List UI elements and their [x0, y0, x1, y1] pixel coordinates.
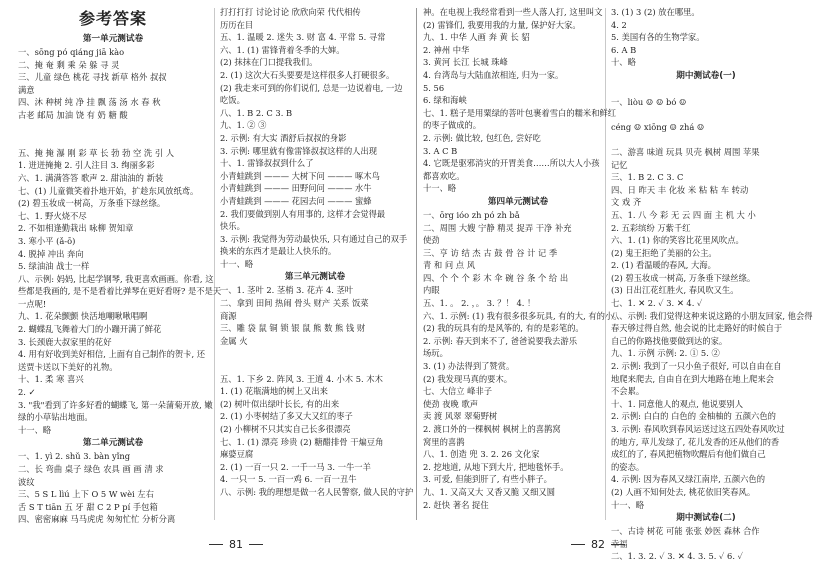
answer-line: 九、1. ② ③ — [220, 120, 267, 131]
answer-line: (2) 碧玉妆成一树高, 万条垂下绿丝绦。 — [611, 272, 756, 283]
answer-line: 金属 火 — [220, 335, 248, 346]
answer-line: 成红的了, 春风把植物吹醒后有他们做自己 — [611, 449, 766, 460]
answer-line: 2. 我们要做到别人有用事的, 这样才会觉得最 — [220, 208, 386, 219]
answer-line: 八、示例: 我们觉得这种来说这路的小朋友回家, 他会得 — [611, 310, 813, 321]
answer-line — [220, 360, 410, 373]
answer-line: 2. 不如相逢勤栽出 咏柳 贺知章 — [18, 223, 134, 234]
answer-line: 3. A C B — [423, 145, 458, 156]
answer-line: 自己的你路找他要做到达的家。 — [611, 335, 728, 346]
answer-line: 4. 示例: 因为春风又绿江南岸, 五颜六色的 — [611, 474, 766, 485]
answer-line: 四、个 个 个 彩 木 伞 碗 谷 条 个 给 出 — [423, 272, 569, 283]
answer-line: 快乐。 — [220, 221, 245, 232]
answer-line: 的姿态。 — [611, 461, 645, 472]
page-divider — [416, 8, 417, 520]
answer-line: 三、雕 袋 鼠 铜 锁 银 鼠 熊 数 熊 钱 财 — [220, 323, 366, 334]
answer-line: 2. (1) 小枣树结了多又大又红的枣子 — [220, 411, 353, 422]
answer-line: 五、1. 八 今 彩 无 云 四 面 主 机 大 小 — [611, 209, 756, 220]
answer-line — [611, 83, 801, 96]
page-number: 82 — [591, 537, 605, 551]
answer-line: 2. ✓ — [18, 387, 36, 398]
page-title: 参考答案 — [78, 9, 147, 28]
answer-line: 2. 五彩缤纷 万紫千红 — [611, 222, 691, 233]
answer-line: 送贾卡送以下美好的礼物。 — [18, 361, 118, 372]
answer-line: 4. 它既是驱邪消灾的开胃美食……所以大人小孩 — [423, 158, 600, 169]
answer-line: (2) 我发现马真的要木。 — [423, 373, 513, 384]
answer-line: 九、1. 花朵颤颤 快活地嘲啾啾唱啊 — [18, 311, 148, 322]
answer-line: 三、亨 访 结 杰 古 鼓 骨 谷 计 记 季 — [423, 247, 558, 258]
answer-line — [611, 133, 801, 146]
answer-line: 3. 寒小平 (ǎ-ō) — [18, 235, 76, 246]
answer-line: (2) 人画不知何处去, 桃花依旧笑春风。 — [611, 486, 756, 497]
answer-line: 二、拿到 田间 热闹 骨头 财产 关系 饭菜 — [220, 298, 369, 309]
answer-line: 2. 示例: 有大实 酒舒后叔叔的身影 — [220, 132, 347, 143]
answer-line: 3. 长颈鹿大叔家里的花好 — [18, 336, 112, 347]
answer-line: 神。在电视上我经常看到一些人落人打, 这里叫文 — [423, 7, 603, 17]
answer-line: 使劲 — [423, 235, 440, 246]
answer-line: 2. 示例: 我到了一只小鱼子很好, 可以自由在自 — [611, 361, 782, 372]
answer-line: (3) 日出江花红胜火, 春风吹又生。 — [611, 285, 739, 296]
section-heading: 期中测试卷(二) — [676, 513, 736, 524]
answer-line: (2) 我的玩具有的是风筝的, 有的是彩笔的。 — [423, 323, 584, 334]
answer-line: 4. 台湾岛与大陆血浓相连, 归为一家。 — [423, 69, 564, 80]
answer-line: 三、5 S L lìú 上下 O 5 W wèi 左右 — [18, 489, 154, 500]
answer-line: 十、1. 雷锋叔叔到什么了 — [220, 158, 314, 169]
answer-line: 一、liòu ☺ ☺ bó ☺ — [611, 96, 687, 107]
column-divider — [214, 8, 215, 520]
answer-line: 十、1. 柔 寒 喜兴 — [18, 374, 84, 385]
answer-line: 的枣子做成的。 — [423, 120, 482, 131]
answer-line: 幸福 — [611, 538, 628, 549]
answer-line: 六、1. (1) 你的笑容比花里风吹点。 — [611, 235, 744, 246]
answer-line: 七、1. 野火烧不尽 — [18, 210, 87, 221]
answer-line: (2) 鬼王拒绝了美丽的公主。 — [611, 247, 717, 258]
answer-line: 5. 绿油油 战士一样 — [18, 261, 90, 272]
answer-line: 2. (1) 看温暖的春风, 大海。 — [611, 260, 716, 271]
answer-line: 地爬来爬去, 自由自在到大地路在地上爬来会 — [611, 373, 774, 384]
answer-line: 文 戏 齐 — [611, 197, 642, 208]
answer-line: 二、掩 奄 剩 乘 朵 躲 寻 灵 — [18, 59, 120, 70]
answer-line: 四、日 昨天 丰 化妆 米 粘 粘 车 转动 — [611, 184, 749, 195]
answer-line: (2) 抹抹在门口提我我们。 — [220, 57, 318, 68]
answer-line: 吃饭。 — [220, 95, 245, 106]
answer-line: 八、示例: 妈妈, 比起学钢琴, 我更喜欢画画。你看, 这 — [18, 273, 214, 284]
answer-line: 2. 示例: 白白的 白色的 金柚柚的 五颜六色的 — [611, 411, 776, 422]
answer-line: 2. (1) 一百一只 2. 一千一马 3. 一牛一羊 — [220, 461, 371, 472]
answer-line: 二、1. 3. 2. ✓ 3. ✕ 4. 3. 5. ✓ 6. ✓ — [611, 551, 743, 562]
answer-line: 场玩。 — [423, 348, 448, 359]
answer-line: 九、1. 中华 人画 奔 黄 长 貂 — [423, 32, 530, 43]
answer-line: 2. 渡口外的一棵枫树 枫树上的喜鹊窝 — [423, 424, 561, 434]
answer-line: 2. 示例: 做比较, 包红色, 尝好吃 — [423, 132, 541, 143]
answer-line: 小青蛙跳到 ——— 田野问问 ——— 水牛 — [220, 183, 372, 194]
answer-column-2 — [220, 6, 414, 524]
answer-line: 二、游喜 味道 玩具 贝壳 枫树 周围 苹果 — [611, 146, 760, 157]
answer-line: (2) 雷锋们, 我要用我的力量, 保护好大家。 — [423, 19, 581, 30]
answer-line: 五、1. 。 2. ，。 3. ？！ 4. ！ — [423, 298, 536, 309]
answer-line: 记忆 — [611, 159, 628, 170]
page-number-right — [448, 536, 748, 552]
answer-line: 三、1. B 2. C 3. C — [611, 172, 684, 183]
answer-line — [220, 347, 410, 360]
answer-line: 八、1. B 2. C 3. B — [220, 107, 293, 118]
answer-line: 6. 绿和海峡 — [423, 95, 467, 106]
answer-line: 2. 赶快 著名 捉住 — [423, 499, 489, 510]
answer-line — [18, 134, 208, 147]
answer-line: 些都是我画的, 是不是看着比弹琴在更好看呀? 是不是天 — [18, 286, 222, 297]
answer-line: 窝里的喜鹊 — [423, 436, 465, 447]
answer-line: 十一、略 — [18, 424, 52, 435]
answer-line: 4. 2 — [611, 19, 627, 30]
answer-line: 波纹 — [18, 476, 35, 487]
answer-line: 1. (1) 花瓶满地的树上又出来 — [220, 386, 328, 397]
answer-line: 青 和 问 点 风 — [423, 260, 476, 271]
page-number: 81 — [229, 537, 243, 551]
page-number-left — [86, 536, 386, 552]
answer-line: 七、1. (1) 漂亮 珍贵 (2) 糖醋排骨 干煸豆角 — [220, 436, 384, 447]
answer-line: 1. 迸迸掩掩 2. 引人注目 3. 绚丽多彩 — [18, 160, 155, 171]
answer-line: (2) 碧玉妆成一树高，万条垂下绿丝绦。 — [18, 198, 166, 209]
answer-line: 3. 示例: 哪里就有像雷锋叔叔这样的人出现 — [220, 145, 378, 156]
answer-line: 4. 一只一 5. 一百一鸡 6. 一百一丑牛 — [220, 474, 357, 485]
answer-line: 3. 可爱, 但能到肝了, 有些小胖子。 — [423, 474, 552, 485]
answer-line: 4. 用有好收到美好相信, 上面有自己制作的贺卡, 还 — [18, 349, 206, 360]
answer-line: 十一、略 — [611, 499, 645, 510]
answer-line: 5. 56 — [423, 82, 445, 93]
answer-line: 十一、略 — [220, 258, 254, 269]
answer-line: 麻婆豆腐 — [220, 449, 254, 460]
answer-line: 3. "我"看到了许多好看的蝴蝶飞, 第一朵蒲菊开放, 嫩 — [18, 399, 213, 410]
answer-line: 3. (1) 办法得到了赞赏。 — [423, 361, 515, 372]
answer-line: 一、sōng pó qiáng jiā kào — [18, 47, 125, 57]
answer-line: 绿的小草钻出地面。 — [18, 412, 93, 423]
answer-line: 七、1. ✕ 2. ✓ 3. ✕ 4. ✓ — [611, 298, 703, 309]
answer-line — [611, 108, 801, 121]
section-heading: 第四单元测试卷 — [487, 196, 549, 207]
answer-line: 四、密密麻麻 马马虎虎 匆匆忙忙 分析分离 — [18, 514, 176, 525]
answer-line: 十、略 — [611, 57, 636, 68]
answer-line: 不会累。 — [611, 386, 645, 397]
answer-line: 2. 蝴蝶乱飞舞着大门的小蹦开满了鲜花 — [18, 324, 162, 335]
answer-line: 小青蛙跳到 ——— 花园去问 ——— 蜜蜂 — [220, 195, 372, 206]
answer-line: céng ☺ xiōng ☺ zhá ☺ — [611, 121, 705, 132]
answer-line: 满意 — [18, 84, 35, 95]
answer-line: 春天够过得自然, 他会说的比走路好的时候自于 — [611, 323, 783, 334]
answer-line: 七、1. 糕子是用粟绿的菩叶包裹着雪白的糯米和鲜红 — [423, 107, 617, 118]
answer-line: 七、大信立 峰非子 — [423, 386, 493, 397]
answer-line: 卖 渡 风翠 翠菊野树 — [423, 411, 498, 422]
answer-line — [18, 122, 208, 135]
answer-line: 十一、略 — [423, 183, 457, 194]
answer-line: 5. 美国有各的生物学家。 — [611, 32, 705, 43]
answer-line: 一、ōrg ióo zh pó zh bǎ — [423, 209, 520, 220]
answer-line: 五、1. 下乡 2. 阵风 3. 王道 4. 小木 5. 木木 — [220, 373, 383, 384]
answer-line: 四、沐 种树 纯 净 挂 飘 荡 汤 水 春 秋 — [18, 97, 161, 108]
answer-line: 3. 示例: 我觉得为劳动最快乐, 只有通过自己的双手 — [220, 233, 408, 244]
answer-line: 五、掩 掩 瀑 刚 彩 草 长 勃 勃 空 洗 引 人 — [18, 147, 175, 158]
answer-line: 一、1. yì 2. shǔ 3. bàn yǐng — [18, 451, 131, 462]
answer-line: (2) 我走来可到的你们说们, 总是一边说着电, 一边 — [220, 82, 403, 93]
answer-line: 九、1. 示例 示例: 2. ① 5. ② — [611, 348, 720, 359]
answer-line: 使劲 夜晚 歌声 — [423, 398, 479, 409]
answer-line: 商源 — [220, 310, 237, 321]
answer-line: (2) 小柳树不只其实自己长多很漂亮 — [220, 424, 351, 434]
answer-line: 舌 S T tiān 五 牙 甜 C 2 P pí 手包箱 — [18, 501, 158, 512]
answer-line: 2. 神州 中华 — [423, 44, 470, 55]
section-heading: 期中测试卷(一) — [676, 70, 736, 81]
section-heading: 第一单元测试卷 — [82, 34, 144, 44]
answer-line: 七、(1) 儿童微笑着扑地开始，扩趁东风放纸鸢。 — [18, 185, 199, 196]
answer-line: 二、长 弯曲 桌子 绿色 农具 画 画 清 求 — [18, 464, 164, 474]
answer-line: 打打打打 讨论讨论 欣欣向荣 代代相传 — [220, 7, 361, 17]
answer-line: 4. 脱掉 冲出 奔向 — [18, 248, 84, 259]
answer-line: 八、1. 创造 兜 3. 2. 26 文化家 — [423, 449, 540, 460]
answer-line: 一点呢! — [18, 298, 47, 309]
answer-line: 内眼 — [423, 285, 440, 296]
answer-line: 六、1. 示例: (1) 我有很多很多玩具, 有的大, 有的小。 — [423, 310, 622, 321]
answer-line: 六、1. (1) 雷锋背着冬季的大婶。 — [220, 44, 345, 55]
answer-line: 3. 黄河 长江 长城 珠峰 — [423, 57, 508, 68]
answer-line: 3. (1) 3 (2) 放在哪里。 — [611, 7, 700, 17]
answer-line: 九、1. 又高又大 又香又脆 又细又圆 — [423, 486, 555, 497]
answer-line: 3. 示例: 春风吹到春风运送过这五四处春风吹过 — [611, 424, 785, 434]
answer-line: 十、1. 同意他人的观点, 他说要别人 — [611, 398, 743, 409]
answer-line: 都喜欢吃。 — [423, 170, 465, 181]
answer-line: 一、古诗 树花 可能 张张 妙医 森林 合作 — [611, 526, 760, 537]
answer-line: 一、1. 茎叶 2. 茎梢 3. 花卉 4. 茎叶 — [220, 285, 354, 296]
answer-line: 2. 挖地道, 从地下到大片, 把地毯怀手。 — [423, 461, 569, 472]
answer-line: 五、1. 温暖 2. 迷失 3. 财 富 4. 平常 5. 寻常 — [220, 32, 386, 43]
answer-column-1 — [18, 6, 222, 525]
section-heading: 第三单元测试卷 — [284, 272, 346, 283]
answer-column-4 — [611, 6, 813, 562]
answer-line: 2. 示例: 春天到来不了, 爸爸说要我去游乐 — [423, 335, 578, 346]
answer-line: 换来的东西才是最让人快乐的。 — [220, 246, 337, 257]
answer-line: 八、示例: 我的理想是做一名人民警察, 做人民的守护 — [220, 486, 414, 497]
answer-line: 古老 邮局 加油 饶 有 奶 糖 酸 — [18, 109, 128, 120]
answer-line: (2) 树叶似出绿叶长长, 有的出来 — [220, 398, 340, 409]
answer-line: 的地方, 草儿发绿了, 花儿发香的还从他们的香 — [611, 436, 780, 447]
answer-line: 二、周围 大嫂 宁静 精灵 捉弄 干净 补充 — [423, 222, 572, 233]
answer-line: 历历在目 — [220, 19, 254, 30]
answer-line: 2. (1) 这次大石头要要是这样很多人打硬很多。 — [220, 69, 395, 80]
answer-line: 六、1. 满满答答 歌声 2. 甜油油的 新装 — [18, 172, 164, 183]
section-heading: 第二单元测试卷 — [82, 438, 144, 449]
answer-line: 6. A B — [611, 44, 637, 55]
answer-line: 小青蛙跳到 ——— 大树下问 ——— 啄木鸟 — [220, 170, 380, 181]
answer-line: 三、儿童 绿色 桃花 寻找 新草 格外 叔叔 — [18, 72, 167, 83]
